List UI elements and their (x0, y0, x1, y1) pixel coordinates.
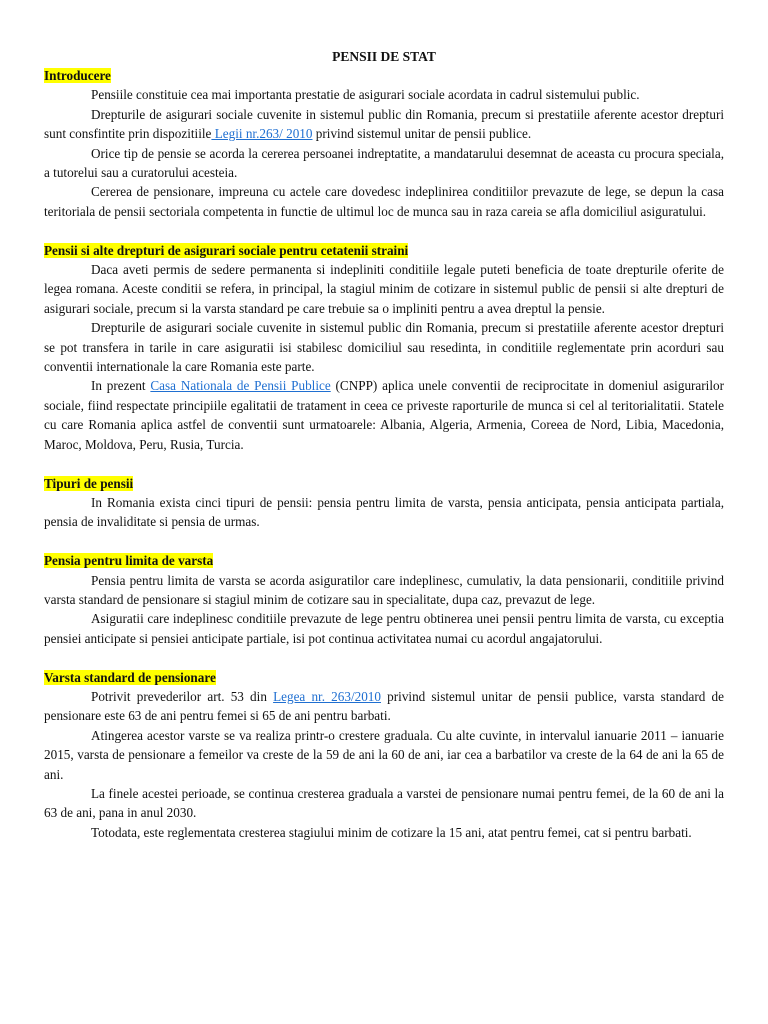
paragraph: Atingerea acestor varste se va realiza printr-o crestere graduala. Cu alte cuvinte, in intervalul ianuarie 2011 – ianuarie 2015, varsta de pensionare a femeilor va creste de la 59 de ani la 60 de ani, iar cea a barbatilor va creste de la 64 de ani la 65 de ani. (44, 727, 724, 782)
paragraph: In Romania exista cinci tipuri de pensii: pensia pentru limita de varsta, pensia anticipata, pensia anticipata partiala, pensia de invaliditate si pensia de urmas. (44, 494, 724, 530)
section-cetateni-straini (44, 241, 724, 454)
paragraph: La finele acestei perioade, se continua cresterea graduala a varstei de pensionare numai pentru femei, de la 60 de ani la 63 de ani, pana in anul 2030. (44, 785, 724, 821)
paragraph: Totodata, este reglementata cresterea stagiului minim de cotizare la 15 ani, atat pentru femei, cat si pentru barbati. (91, 824, 692, 840)
paragraph: Orice tip de pensie se acorda la cererea persoanei indreptatite, a mandatarului desemnat de aceasta cu procura speciala, a tutorelui sau a curatorului acesteia. (44, 145, 724, 181)
legea-263-2010-link[interactable]: Legea nr. 263/2010 (273, 688, 381, 704)
section-gap (44, 221, 724, 240)
legea-263-link[interactable]: Legii nr.263/ 2010 (211, 126, 313, 142)
section-limita-de-varsta (44, 551, 724, 648)
section-gap (44, 532, 724, 551)
section-heading: Pensii si alte drepturi de asigurari sociale pentru cetatenii straini (44, 242, 409, 258)
paragraph: Drepturile de asigurari sociale cuvenite in sistemul public din Romania, precum si prestatiile aferente acestor drepturi se pot transfera in tarile in care asiguratii isi stabilesc domiciliul sau resedinta, in conditiile reglementate prin acorduri sau conventii internationale la care Romania este parte. (44, 320, 724, 375)
paragraph: Daca aveti permis de sedere permanenta si indepliniti conditiile legale puteti beneficia de toate drepturile oferite de legea romana. Aceste conditii se refera, in principal, la stagiul minim de cotizare in sistemul public de pensii si alte drepturi de asigurari sociale, precum si la varsta standard pe care trebuie sa o impliniti pentru a avea dreptul la pensie. (44, 262, 724, 316)
paragraph: Pensiile constituie cea mai importanta prestatie de asigurari sociale acordata in cadrul sistemului public. (91, 87, 640, 103)
paragraph: In prezent Casa Nationala de Pensii Publice (CNPP) aplica unele conventii de reciprocitate in domeniul asigurarilor sociale, fiind respectate principiile egalitatii de tratament in ceea ce priveste raporturile de munca si cel al teritorialitatii. Statele cu care Romania aplica astfel de conventii sunt urmatoarele: Albania, Algeria, Armenia, Coreea de Nord, Libia, Macedonia, Maroc, Moldova, Peru, Rusia, Turcia. (44, 378, 724, 452)
paragraph: Drepturile de asigurari sociale cuvenite in sistemul public din Romania, precum si prestatiile aferente acestor drepturi sunt consfintite prin dispozitiile Legii nr.263/ 2010 privind sistemul unitar de pensii publice. (44, 106, 724, 142)
section-gap (44, 648, 724, 667)
section-gap (44, 454, 724, 473)
section-heading: Pensia pentru limita de varsta (44, 553, 214, 569)
section-varsta-standard (44, 668, 724, 843)
paragraph: Potrivit prevederilor art. 53 din Legea nr. 263/2010 privind sistemul unitar de pensii publice, varsta standard de pensionare este 63 de ani pentru femei si 65 de ani pentru barbati. (44, 688, 724, 724)
section-heading: Tipuri de pensii (44, 475, 134, 491)
paragraph: Cererea de pensionare, impreuna cu actele care dovedesc indeplinirea conditiilor prevazute de lege, se depun la casa teritoriala de pensii sectoriala competenta in functie de ultimul loc de munca sau in raza careia se afla domiciliul asiguratului. (44, 184, 724, 219)
section-heading: Introducere (44, 68, 111, 83)
cnpp-link[interactable]: Casa Nationala de Pensii Publice (150, 378, 331, 394)
section-tipuri-de-pensii (44, 474, 724, 532)
paragraph: Pensia pentru limita de varsta se acorda asiguratilor care indeplinesc, cumulativ, la data pensionarii, conditiile privind varsta standard de pensionare si stagiul minim de cotizare sau in specialitate, dupa caz, prevazut de lege. (44, 572, 724, 607)
paragraph: Asiguratii care indeplinesc conditiile prevazute de lege pentru obtinerea unei pensii pentru limita de varsta, cu exceptia pensiei anticipate si pensiei anticipate partiale, isi pot continua activitatea numai cu acordul angajatorului. (44, 611, 724, 646)
section-introducere (44, 66, 724, 221)
page-title: PENSII DE STAT (332, 49, 436, 64)
section-heading: Varsta standard de pensionare (44, 669, 216, 685)
document-page (44, 47, 724, 842)
